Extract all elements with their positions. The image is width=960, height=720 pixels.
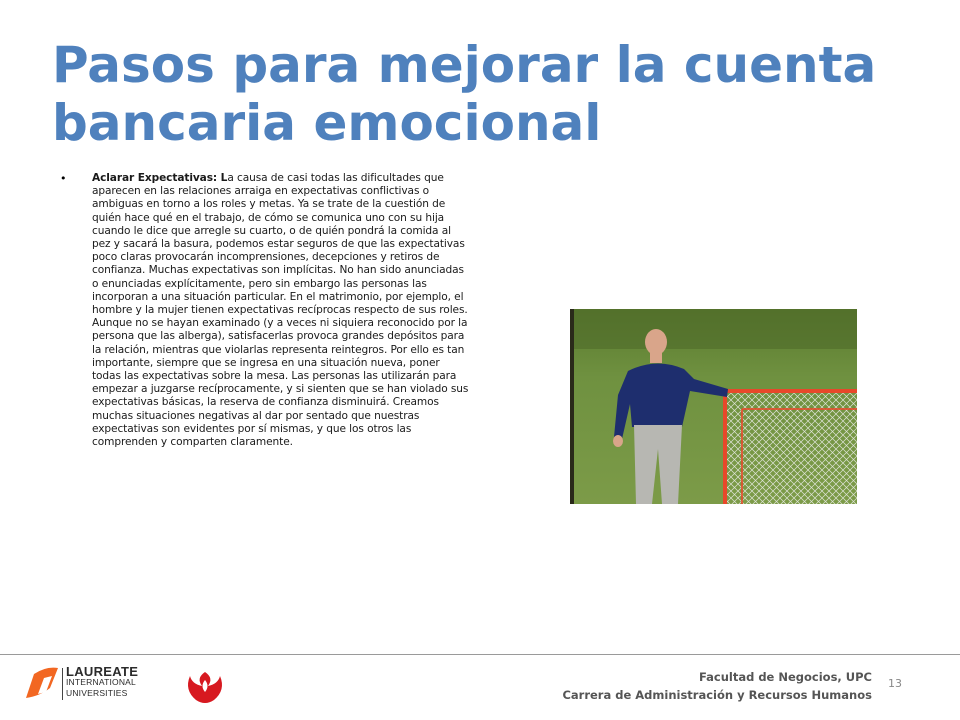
- laureate-international: INTERNATIONAL: [66, 677, 136, 687]
- footer-info: [562, 668, 872, 704]
- bullet-marker: •: [60, 172, 67, 185]
- photo-illustration: [570, 309, 857, 504]
- footer-faculty: Facultad de Negocios, UPC: [698, 670, 872, 684]
- laureate-logo-text: [66, 666, 138, 699]
- page-number: 13: [888, 677, 902, 690]
- bullet-body: a causa de casi todas las dificultades que aparecen en las relaciones arraiga en expectativas conflictivas o ambiguas en torno a los roles y metas. Ya se trate de la cuestión de quién hace qué en el trabajo, de cómo se comunica uno con su hija cuando le dice que arregle su cuarto, o de quién pondrá la comida al pez y sacará la basura, podemos estar seguros de que las expectativas poco claras provocarán incomprensiones, decepciones y retiros de confianza. Muchas expectativas son implícitas. No han sido anunciadas o enunciadas explícitamente, pero sin embargo las personas las incorporan a una situación particular. En el matrimonio, por ejemplo, el hombre y la mujer tienen expectativas recíprocas respecto de sus roles. Aunque no se hayan examinado (y a veces ni siquiera reconocido por la persona que las alberga), satisfacerlas provoca grandes depósitos para la relación, mientras que violarlas representa reintegros. Por ello es tan importante, siempre que se ingresa en una situación nueva, poner todas las expectativas sobre la mesa. Las personas las utilizarán para empezar a juzgarse recíprocamente, y si sienten que se han violado sus expectativas básicas, la reserva de confianza disminuirá. Creamos muchas situaciones negativas al dar por sentado que nuestras expectativas son evidentes por sí mismas, y que los otros las comprenden y comparten claramente.: [92, 172, 469, 449]
- laureate-universities: UNIVERSITIES: [66, 688, 128, 698]
- goal-net: [725, 391, 857, 504]
- laureate-name: LAUREATE: [66, 664, 139, 679]
- footer-program: Carrera de Administración y Recursos Humanos: [562, 688, 872, 702]
- upc-flame-icon: [184, 668, 226, 706]
- bullet-item: [60, 172, 470, 449]
- bullet-heading: Aclarar Expectativas: L: [92, 172, 228, 184]
- slide-title: Pasos para mejorar la cuenta bancaria emocional: [52, 36, 877, 152]
- bullet-paragraph: [92, 172, 470, 449]
- footer-divider: [0, 654, 960, 655]
- photo-man-beside-goal-net: [570, 309, 857, 504]
